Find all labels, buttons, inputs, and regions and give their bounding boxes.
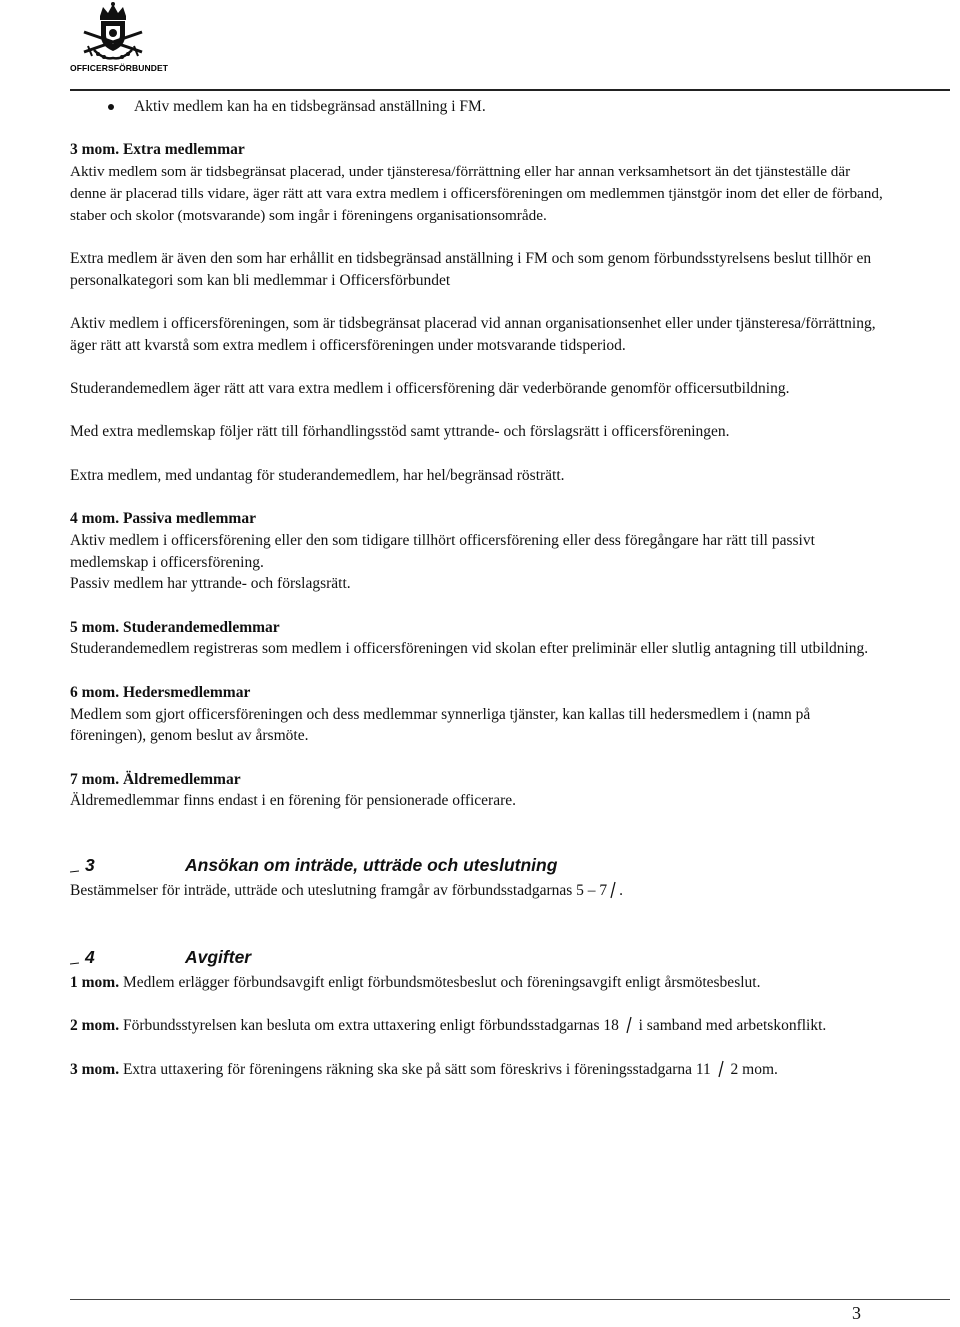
mom7-title: Äldremedlemmar [122, 770, 241, 788]
heading-underline [70, 962, 79, 964]
section-4-number: 4 [85, 946, 95, 967]
mom3-paragraph-1: Aktiv medlem som är tidsbegränsat placerad, under tjänsteresa/förrättning eller har annan verksamhetsort än det tjänsteställe där denne är placerad tills vidare, äger rätt att vara extra medlem i officersföreningen om medlemmen tjänstgör inom det eller de förband, staber och skolor (motsvarande) som ingår i föreningens organisationsområde. [70, 163, 883, 224]
section-4-heading [70, 944, 890, 970]
mom4-paragraph-1: Aktiv medlem i officersförening eller den som tidigare tillhört officersförening eller dess föregångare har rätt till passivt medlemskap i officersförening. [70, 531, 815, 571]
mom4-title: Passiva medlemmar [122, 510, 256, 528]
mom6-heading [70, 682, 890, 704]
header-rule [70, 89, 950, 91]
section-sign-icon [625, 1016, 633, 1034]
section-sign-icon [717, 1060, 725, 1078]
section-3-text-main: Bestämmelser för inträde, utträde och uteslutning framgår av förbundsstadgarnas 5 – 7 [70, 882, 608, 900]
mom3-paragraph-3: Aktiv medlem i officersföreningen, som är tidsbegränsat placerad vid annan organisationsenhet eller under tjänsteresa/förrättning, äger rätt att kvarstå som extra medlem i officersföreningen under motsvarande tidsperiod. [70, 314, 876, 354]
mom6-paragraph-1: Medlem som gjort officersföreningen och dess medlemmar synnerliga tjänster, kan kallas till hedersmedlem i (namn på föreningen), genom beslut av årsmöte. [70, 705, 811, 745]
section-4-mom2 [70, 1015, 890, 1037]
section-4-mom3-text: Extra uttaxering för föreningens räkning ska ske på sätt som föreskrivs i föreningsstadgarna 11 [122, 1060, 711, 1078]
section-3-text-end: . [619, 882, 624, 900]
section-4-mom1-text: Medlem erlägger förbundsavgift enligt förbundsmötesbeslut och föreningsavgift enligt årsmötesbeslut. [122, 973, 761, 991]
footer-rule [70, 1299, 950, 1300]
document-body [70, 96, 890, 1080]
section-4-mom3 [70, 1059, 890, 1081]
mom5-heading [70, 617, 890, 639]
mom3-heading [70, 139, 890, 161]
crown-swords-emblem-icon [70, 2, 156, 64]
section-4-title: Avgifter [185, 946, 252, 967]
mom3-title: Extra medlemmar [122, 141, 245, 159]
logo-wordmark: OFFICERSFÖRBUNDET [70, 63, 169, 73]
section-4-mom2-text-end: i samband med arbetskonflikt. [638, 1017, 827, 1035]
mom7-label: 7 mom. [70, 770, 120, 788]
mom7-heading [70, 769, 890, 791]
section-4-mom2-label: 2 mom. [70, 1017, 120, 1035]
mom6-title: Hedersmedlemmar [122, 683, 251, 701]
mom4-heading [70, 508, 890, 530]
section-sign-icon [609, 881, 617, 899]
bullet-item [70, 96, 890, 118]
bullet-text: Aktiv medlem kan ha en tidsbegränsad anställning i FM. [134, 98, 486, 115]
mom5-label: 5 mom. [70, 618, 120, 636]
section-4-mom1 [70, 972, 890, 994]
mom5-paragraph-1: Studerandemedlem registreras som medlem i officersföreningen vid skolan efter preliminär eller slutlig antagning till utbildning. [70, 640, 869, 658]
mom3-paragraph-4: Studerandemedlem äger rätt att vara extra medlem i officersförening där vederbörande genomför officersutbildning. [70, 380, 790, 398]
section-3-text [70, 880, 890, 902]
mom3-label: 3 mom. [70, 141, 120, 159]
mom3-paragraph-2: Extra medlem är även den som har erhållit en tidsbegränsad anställning i FM och som genom förbundsstyrelsens beslut tillhör en personalkategori som kan bli medlemmar i Officersförbundet [70, 249, 872, 289]
mom7-paragraph-1: Äldremedlemmar finns endast i en förening för pensionerade officerare. [70, 792, 517, 810]
mom3-paragraph-5: Med extra medlemskap följer rätt till förhandlingsstöd samt yttrande- och förslagsrätt i officersföreningen. [70, 423, 730, 441]
section-4-mom3-label: 3 mom. [70, 1060, 120, 1078]
heading-underline [70, 871, 79, 873]
bullet-icon [108, 104, 114, 110]
mom6-label: 6 mom. [70, 683, 120, 701]
mom3-paragraph-6: Extra medlem, med undantag för studerandemedlem, har hel/begränsad rösträtt. [70, 466, 565, 484]
section-3-number: 3 [85, 855, 95, 876]
section-3-title: Ansökan om inträde, utträde och uteslutning [185, 855, 558, 876]
page-number: 3 [852, 1303, 861, 1323]
section-4-mom3-text-end: 2 mom. [730, 1060, 778, 1078]
section-4-mom1-label: 1 mom. [70, 973, 120, 991]
officersforbundet-logo [70, 2, 169, 76]
mom4-label: 4 mom. [70, 510, 120, 528]
mom4-paragraph-2: Passiv medlem har yttrande- och förslagsrätt. [70, 575, 351, 593]
section-4-mom2-text: Förbundsstyrelsen kan besluta om extra uttaxering enligt förbundsstadgarnas 18 [122, 1017, 619, 1035]
section-3-heading [70, 852, 890, 878]
mom5-title: Studerandemedlemmar [122, 618, 280, 636]
